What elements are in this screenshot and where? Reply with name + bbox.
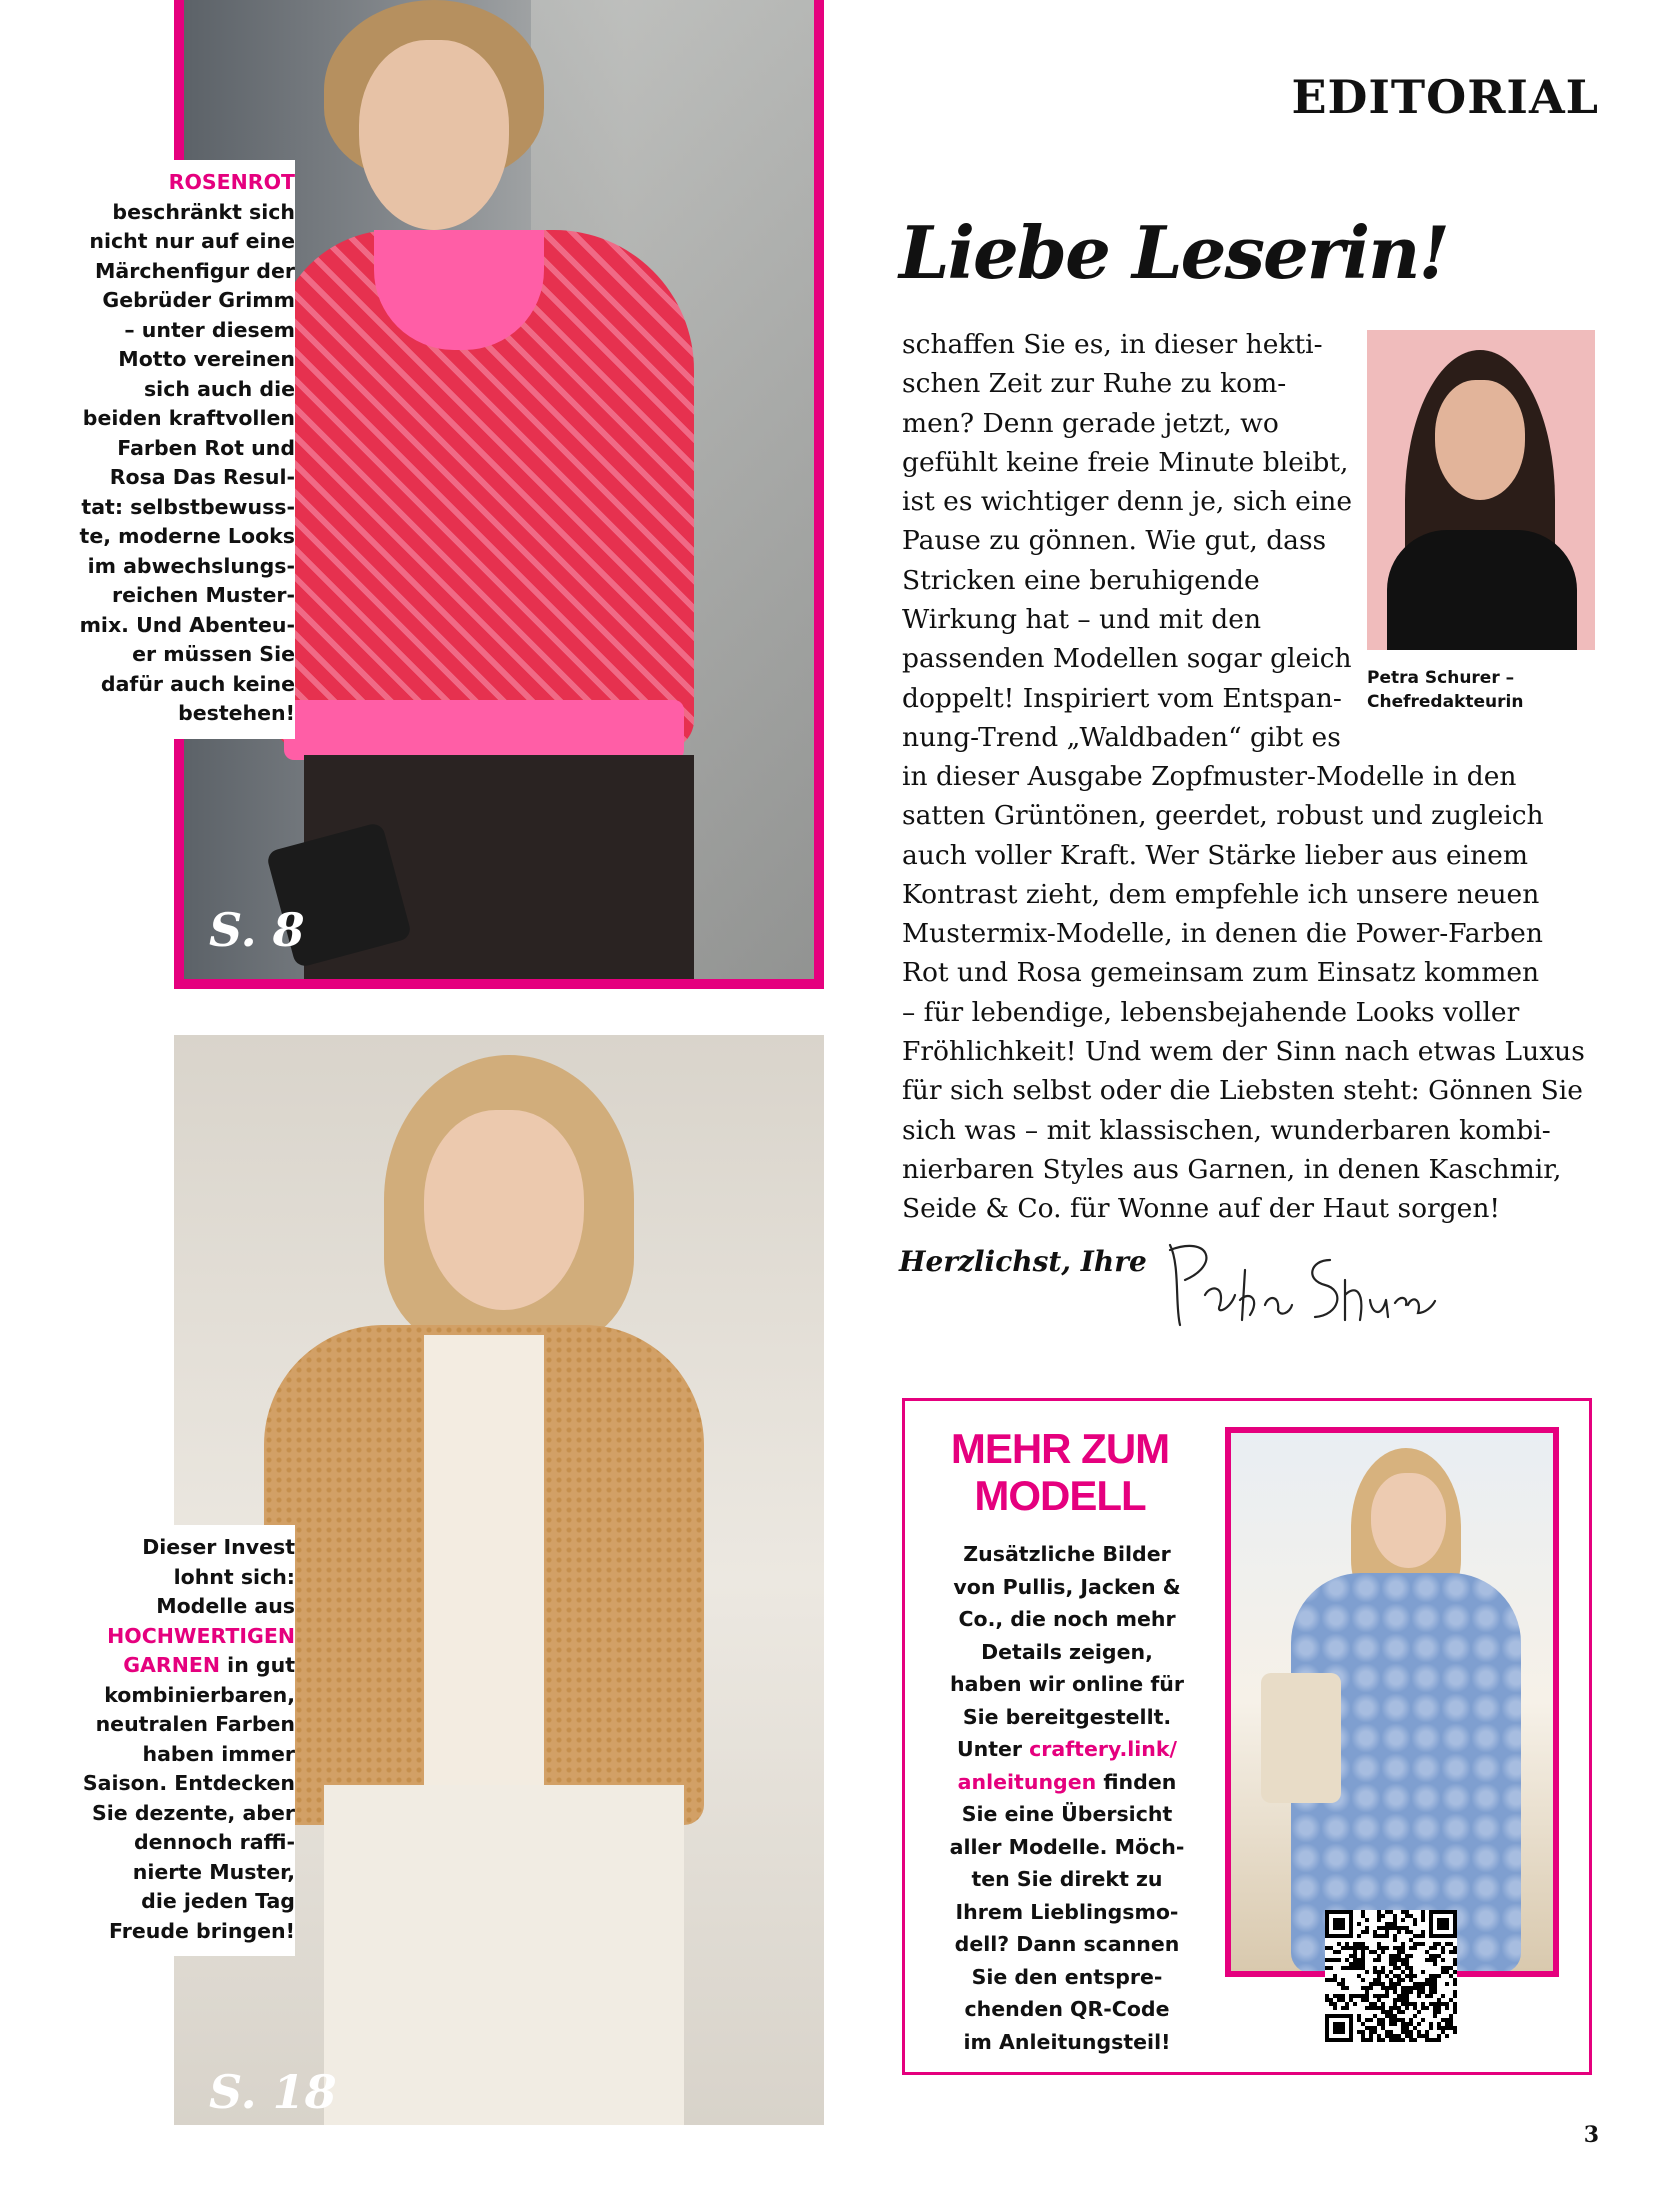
body-line: Mustermix-Modelle, in denen die Power-Farben (902, 918, 1543, 950)
caption-line: kombinierbaren, (104, 1682, 295, 1707)
info-box-text: finden (1096, 1769, 1177, 1794)
editor-portrait (1367, 330, 1595, 650)
info-box-text-intro (922, 1538, 1212, 1733)
info-box-title-line: MEHR ZUM (950, 1425, 1170, 1472)
info-box-photo (1225, 1427, 1559, 1977)
caption-body (0, 1681, 295, 1947)
info-box-link-line-1 (922, 1733, 1212, 1766)
info-box-text-outro (922, 1798, 1212, 2058)
caption-line: er müssen Sie (132, 642, 295, 666)
editor-name: Petra Schurer – (1367, 668, 1515, 688)
info-box-line: Co., die noch mehr (958, 1607, 1176, 1631)
section-label: EDITORIAL (1291, 70, 1599, 124)
caption-intro (0, 1533, 295, 1622)
caption-line: Freude bringen! (109, 1918, 295, 1943)
body-line: Wirkung hat – und mit den (902, 604, 1262, 636)
info-box-line: im Anleitungsteil! (963, 2029, 1171, 2054)
caption-line: te, moderne Looks (79, 524, 295, 548)
info-box-line: von Pullis, Jacken & (953, 1574, 1181, 1599)
caption-line: nicht nur auf eine (89, 229, 295, 253)
feature-caption-bottom (0, 1525, 295, 1956)
caption-line: Saison. Entdecken (82, 1771, 295, 1795)
signature-image (1150, 1225, 1440, 1345)
caption-line: reichen Muster- (112, 583, 295, 607)
body-line: Pause zu gönnen. Wie gut, dass (902, 525, 1327, 557)
info-box-link[interactable]: craftery.link/ (1029, 1737, 1178, 1761)
caption-line: neutralen Farben (95, 1712, 295, 1736)
caption-line: Motto vereinen (118, 347, 295, 371)
info-box-line: Sie den entspre- (971, 1964, 1163, 1989)
body-line: Fröhlichkeit! Und wem der Sinn nach etwas Luxus (902, 1036, 1585, 1068)
info-box-line: Ihrem Lieblingsmo- (955, 1899, 1179, 1924)
info-box-title-line: MODELL (974, 1472, 1146, 1519)
body-line: in dieser Ausgabe Zopfmuster-Modelle in den (902, 761, 1517, 792)
caption-line: haben immer (142, 1741, 295, 1766)
caption-line: dafür auch keine (100, 671, 295, 696)
body-line: sich was – mit klassischen, wunderbaren kombi- (902, 1114, 1551, 1146)
caption-line: bestehen! (178, 701, 295, 725)
body-line: satten Grüntönen, geerdet, robust und zugleich (902, 800, 1544, 832)
caption-text: in gut (220, 1653, 295, 1677)
caption-highlight: GARNEN (123, 1653, 221, 1677)
caption-highlight-line (0, 1651, 295, 1681)
caption-line: Gebrüder Grimm (102, 288, 295, 312)
info-box-link-line-2 (922, 1766, 1212, 1799)
caption-line: beschränkt sich (112, 199, 295, 224)
body-line: Rot und Rosa gemeinsam zum Einsatz kommen (902, 957, 1540, 989)
page-reference: S. 18 (209, 2065, 337, 2119)
body-line: Seide & Co. für Wonne auf der Haut sorgen! (902, 1193, 1501, 1225)
info-box-line: Zusätzliche Bilder (963, 1542, 1171, 1566)
caption-line: – unter diesem (124, 317, 295, 342)
body-line: schen Zeit zur Ruhe zu kom- (902, 368, 1287, 400)
page-title: Liebe Leserin! (899, 210, 1449, 295)
body-line: Stricken eine beruhigende (902, 564, 1260, 596)
info-box-line: Sie eine Übersicht (961, 1802, 1173, 1826)
editorial-body-top (902, 325, 1352, 757)
page-reference: S. 8 (209, 903, 305, 957)
info-box-line: Details zeigen, (981, 1639, 1153, 1664)
body-line: – für lebendige, lebensbejahende Looks voller (902, 996, 1520, 1028)
info-box-text: Unter (956, 1737, 1030, 1761)
body-line: auch voller Kraft. Wer Stärke lieber aus einem (902, 839, 1528, 871)
body-line: Kontrast zieht, dem empfehle ich unsere neuen (902, 878, 1540, 910)
caption-line: tat: selbstbewuss- (81, 494, 295, 519)
body-line: schaffen Sie es, in dieser hekti- (902, 329, 1323, 360)
body-line: ist es wichtiger denn je, sich eine (902, 486, 1353, 518)
info-box-line: chenden QR-Code (964, 1997, 1170, 2021)
body-line: für sich selbst oder die Liebsten steht: Gönnen Sie (902, 1075, 1583, 1107)
info-box-link[interactable]: anleitungen (957, 1769, 1097, 1794)
caption-line: nierte Muster, (132, 1859, 295, 1884)
caption-line: Rosa Das Resul- (109, 465, 295, 489)
caption-line: Modelle aus (156, 1594, 295, 1618)
caption-line: beiden kraftvollen (82, 406, 295, 430)
editor-role: Chefredakteurin (1367, 692, 1524, 712)
body-line: doppelt! Inspiriert vom Entspan- (902, 682, 1342, 714)
body-line: nierbaren Styles aus Garnen, in denen Kaschmir, (902, 1153, 1562, 1185)
feature-caption-top (0, 160, 295, 739)
body-line: passenden Modellen sogar gleich (902, 643, 1352, 675)
caption-line: dennoch raffi- (133, 1830, 295, 1854)
caption-line: Farben Rot und (117, 435, 295, 460)
caption-line: Märchenfigur der (95, 258, 295, 283)
page-number: 3 (1583, 2122, 1599, 2148)
info-box-line: aller Modelle. Möch- (949, 1834, 1185, 1859)
editor-caption (1367, 666, 1523, 714)
caption-highlight: HOCHWERTIGEN (107, 1623, 295, 1648)
signoff: Herzlichst, Ihre (899, 1245, 1147, 1278)
qr-code[interactable] (1325, 1910, 1457, 2042)
caption-line: sich auch die (143, 376, 295, 401)
info-box-text (922, 1538, 1212, 2058)
info-box-line: ten Sie direkt zu (971, 1867, 1163, 1891)
caption-line: Sie dezente, aber (92, 1800, 295, 1825)
body-line: nung-Trend „Waldbaden“ gibt es (902, 721, 1341, 753)
info-box-title (935, 1425, 1185, 1519)
caption-line: Dieser Invest (142, 1535, 295, 1559)
caption-line: mix. Und Abenteu- (79, 612, 295, 637)
caption-line: die jeden Tag (141, 1889, 295, 1913)
caption-highlight: ROSENROT (168, 170, 295, 194)
info-box-line: haben wir online für (950, 1672, 1184, 1696)
caption-body (0, 198, 295, 729)
editorial-body-bottom (902, 757, 1585, 1229)
body-line: men? Denn gerade jetzt, wo (902, 407, 1279, 439)
info-box-line: dell? Dann scannen (954, 1932, 1180, 1956)
caption-line: lohnt sich: (173, 1564, 295, 1589)
body-line: gefühlt keine freie Minute bleibt, (902, 446, 1349, 478)
info-box-line: Sie bereitgestellt. (962, 1704, 1172, 1729)
caption-line: im abwechslungs- (87, 553, 295, 578)
